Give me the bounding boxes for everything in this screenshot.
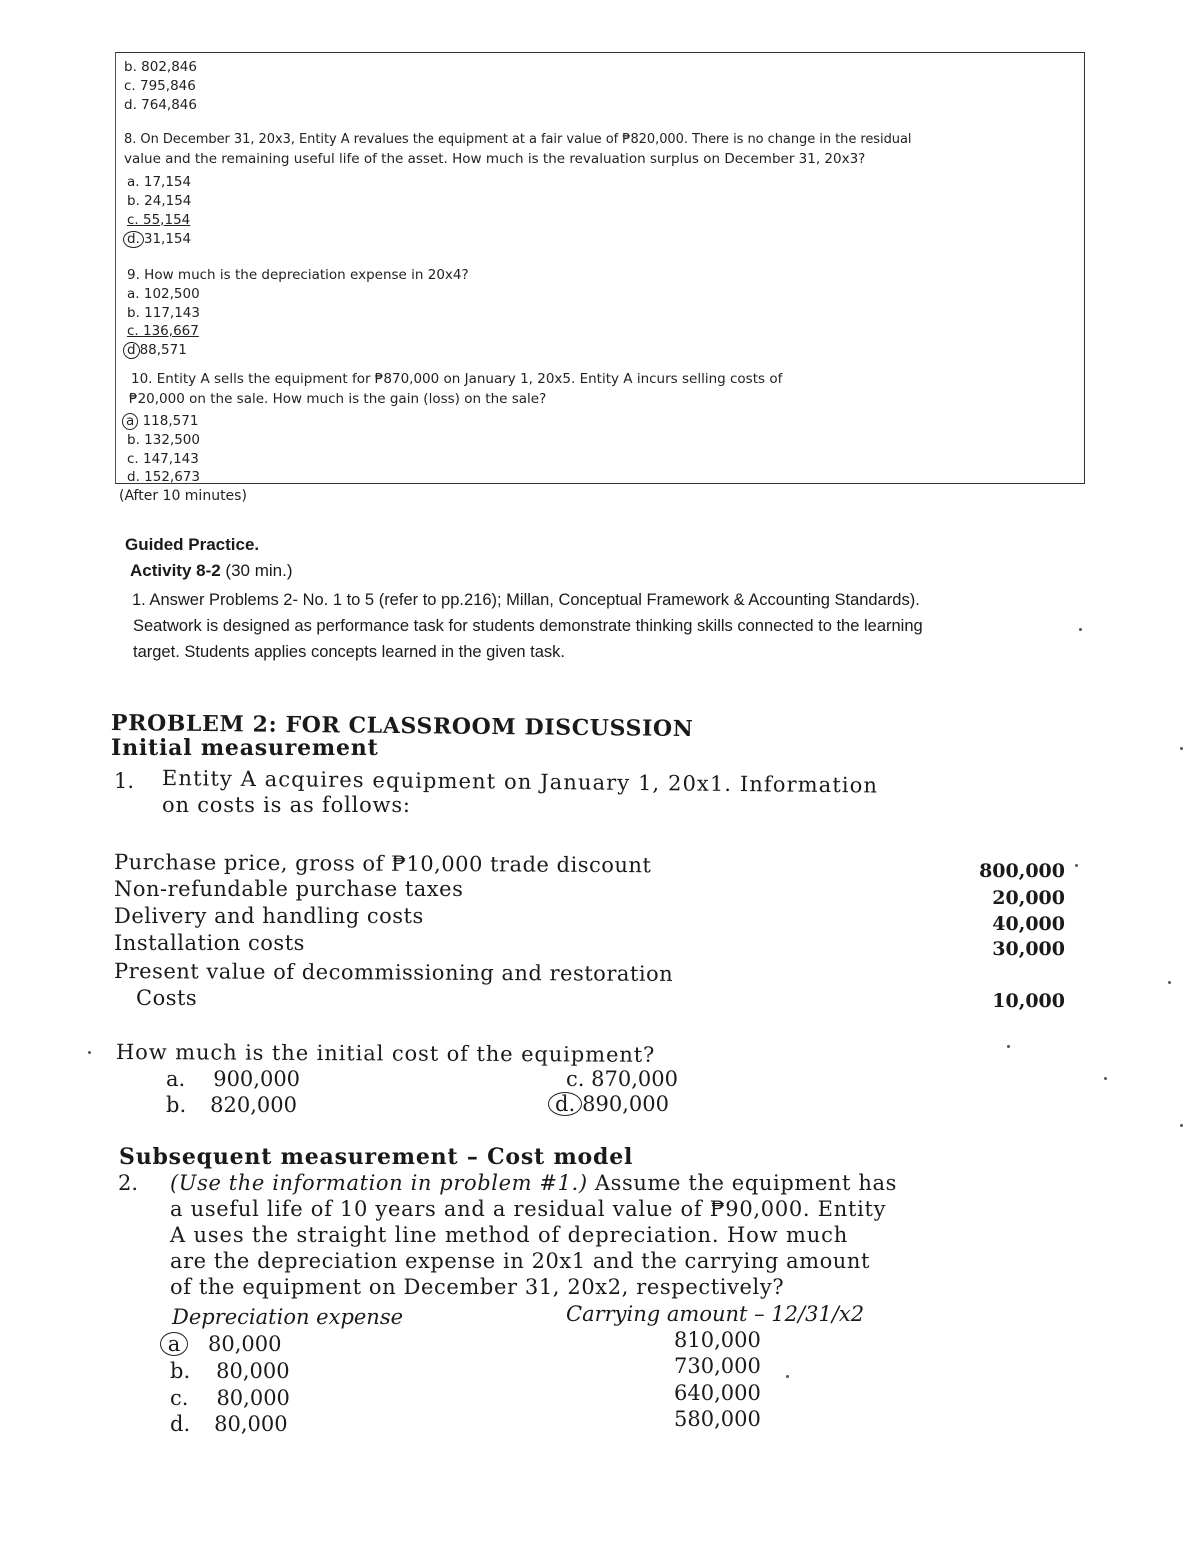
item2-number: 2. (118, 1171, 139, 1195)
item1-number: 1. (114, 769, 135, 793)
col-header-depreciation: Depreciation expense (172, 1305, 404, 1329)
cost-label-purchase: Purchase price, gross of ₱10,000 trade discount (113, 850, 652, 878)
q9-option-d (127, 341, 187, 359)
q1-option-d (556, 1091, 669, 1117)
q2-carry-c: 640,000 (674, 1381, 761, 1405)
q7-option-d: d. 764,846 (124, 97, 197, 113)
q8-line1: 8. On December 31, 20x3, Entity A revalues the equipment at a fair value of ₱820,000. There is no change in the residual (124, 132, 912, 147)
cost-label-decommissioning: Present value of decommissioning and restoration (113, 959, 674, 986)
activity-line (130, 560, 293, 582)
q1-answer-circle: d. (548, 1092, 582, 1116)
cost-label-installation: Installation costs (114, 931, 305, 955)
q10-line2: ₱20,000 on the sale. How much is the gain (loss) on the sale? (129, 391, 547, 407)
cost-amount-decommissioning: 10,000 (992, 990, 1065, 1012)
cost-label-costs: Costs (136, 986, 198, 1010)
item2-line5: of the equipment on December 31, 20x2, respectively? (170, 1275, 785, 1299)
q1-option-c: c. 870,000 (566, 1067, 678, 1091)
q2-answer-circle: a (160, 1332, 188, 1356)
scan-speck (1180, 1124, 1183, 1127)
q8-answer-circle: d. (123, 231, 144, 248)
q8-option-d-value: 31,154 (143, 231, 192, 247)
item2-line1: (Use the information in problem #1.) Assume the equipment has (170, 1171, 897, 1195)
scan-speck (1075, 864, 1078, 867)
item2-line4: are the depreciation expense in 20x1 and the carrying amount (170, 1249, 870, 1273)
q8-option-c: c. 55,154 (127, 212, 191, 228)
q10-line1: 10. Entity A sells the equipment for ₱870,000 on January 1, 20x5. Entity A incurs selling costs of (131, 371, 783, 387)
q8-option-a: a. 17,154 (127, 174, 192, 190)
subsequent-measurement-heading: Subsequent measurement – Cost model (119, 1144, 634, 1170)
item2-line2: a useful life of 10 years and a residual value of ₱90,000. Entity (170, 1197, 887, 1221)
cost-label-taxes: Non-refundable purchase taxes (114, 877, 464, 901)
q9-option-b: b. 117,143 (127, 305, 200, 321)
q1-option-b: b. 820,000 (166, 1093, 297, 1117)
guided-line2: Seatwork is designed as performance task for students demonstrate thinking skills connected to the learning (133, 617, 923, 635)
q10-option-a-value: 118,571 (142, 413, 199, 429)
q9-option-a: a. 102,500 (127, 286, 200, 302)
cost-amount-taxes: 20,000 (992, 887, 1065, 909)
q9-line1: 9. How much is the depreciation expense in 20x4? (127, 267, 469, 283)
guided-title: Guided Practice. (125, 535, 260, 554)
scan-speck (1007, 1045, 1010, 1048)
scan-speck (1079, 628, 1082, 631)
q10-option-c: c. 147,143 (127, 451, 199, 467)
q2-carry-a: 810,000 (674, 1328, 761, 1352)
q1-question: How much is the initial cost of the equipment? (115, 1040, 656, 1067)
activity-label: Activity 8-2 (130, 561, 221, 580)
guided-line1: 1. Answer Problems 2- No. 1 to 5 (refer to pp.216); Millan, Conceptual Framework & Accounting Standards). (132, 591, 920, 609)
q2-option-c: c. 80,000 (170, 1386, 290, 1410)
cost-amount-installation: 30,000 (992, 938, 1065, 960)
scan-speck (1168, 981, 1171, 984)
scan-speck (88, 1051, 91, 1054)
q8-line2: value and the remaining useful life of the asset. How much is the revaluation surplus on December 31, 20x3? (124, 151, 866, 167)
cost-label-delivery: Delivery and handling costs (114, 904, 424, 928)
q10-answer-circle: a (122, 413, 138, 430)
q7-option-c: c. 795,846 (124, 78, 196, 94)
q10-option-d: d. 152,673 (127, 469, 200, 485)
col-header-carrying: Carrying amount – 12/31/x2 (566, 1302, 865, 1326)
q2-carry-d: 580,000 (674, 1407, 761, 1431)
q7-option-b: b. 802,846 (124, 59, 197, 75)
problem2-heading: PROBLEM 2: FOR CLASSROOM DISCUSSION (110, 710, 694, 743)
q1-option-a: a. 900,000 (166, 1067, 301, 1091)
q2-option-a: a 80,000 (166, 1331, 281, 1357)
q10-option-a (126, 412, 198, 430)
q9-answer-circle: d (123, 342, 140, 359)
q8-option-b: b. 24,154 (127, 193, 192, 209)
q9-option-d-value: 88,571 (139, 342, 187, 358)
scan-speck (1104, 1077, 1107, 1080)
item1-line1: Entity A acquires equipment on January 1, 20x1. Information (161, 766, 879, 798)
q9-option-c: c. 136,667 (127, 323, 199, 339)
activity-time: (30 min.) (220, 561, 293, 580)
initial-measurement-heading: Initial measurement (111, 735, 379, 761)
guided-line3: target. Students applies concepts learned in the given task. (133, 643, 566, 661)
q2-option-d: d. 80,000 (170, 1412, 288, 1436)
cost-amount-purchase: 800,000 (979, 860, 1065, 882)
q8-option-d (127, 230, 191, 248)
q10-option-b: b. 132,500 (127, 432, 200, 448)
q1-option-d-value: 890,000 (582, 1092, 669, 1116)
q2-carry-b: 730,000 (674, 1354, 761, 1378)
q2-option-b: b. 80,000 (170, 1359, 290, 1383)
scan-speck (786, 1375, 789, 1378)
scan-speck (1180, 747, 1183, 750)
item1-line2: on costs is as follows: (162, 793, 411, 817)
after-note: (After 10 minutes) (119, 488, 247, 504)
item2-line3: A uses the straight line method of depreciation. How much (170, 1223, 849, 1247)
cost-amount-delivery: 40,000 (992, 913, 1065, 935)
